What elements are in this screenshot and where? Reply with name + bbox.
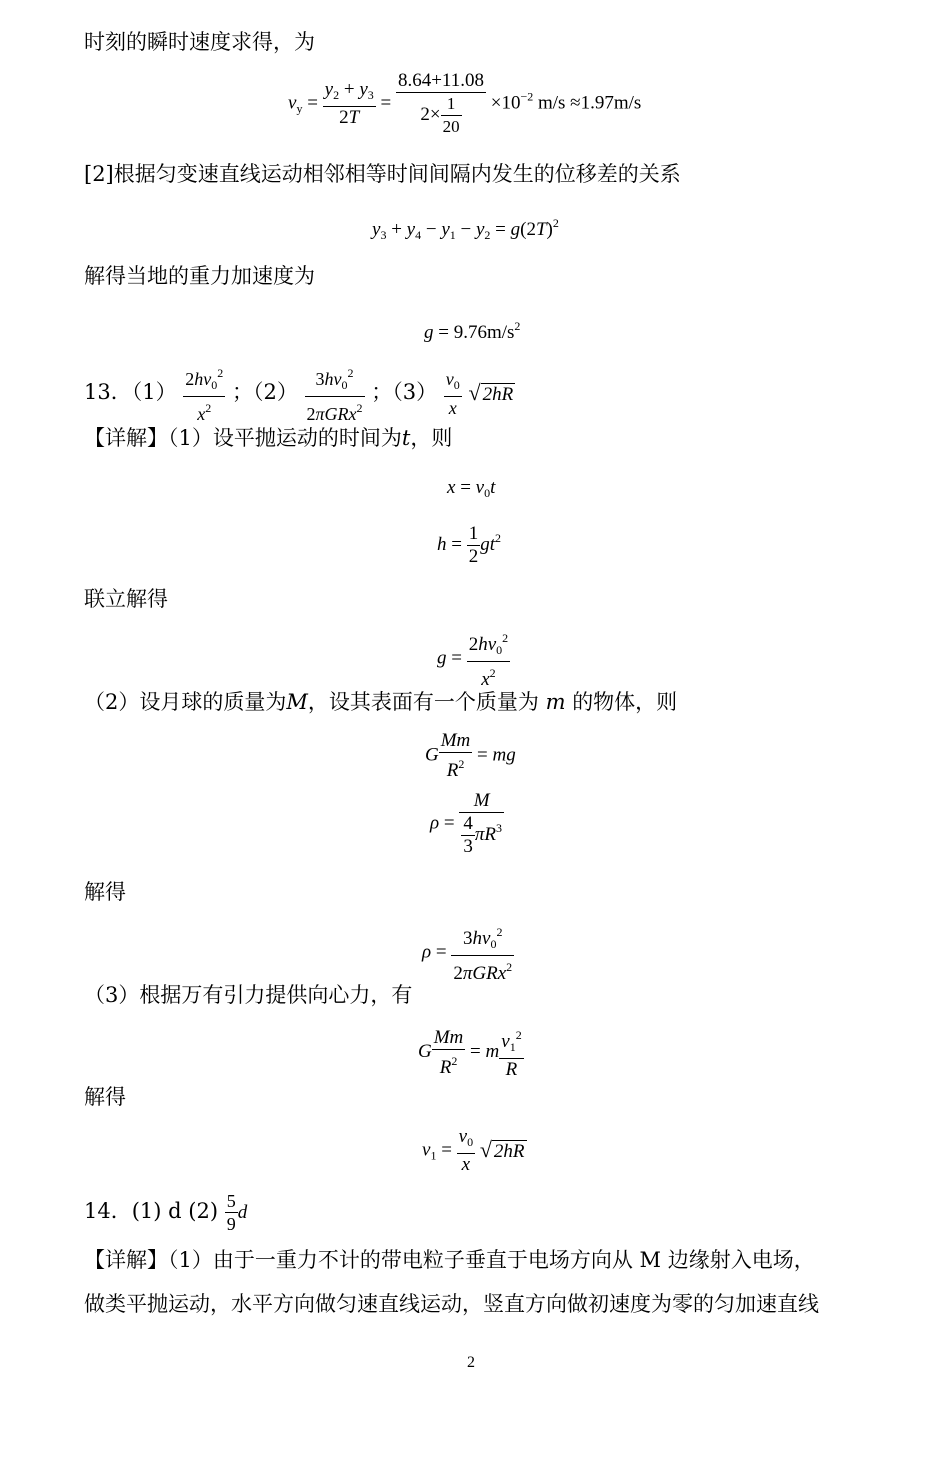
detail-14-line-1: 【详解】（1）由于一重力不计的带电粒子垂直于电场方向从 M 边缘射入电场， bbox=[84, 1248, 815, 1272]
detail-13-2: （2）设月球的质量为M，设其表面有一个质量为 m 的物体，则 bbox=[84, 690, 678, 714]
paragraph-text: 时刻的瞬时速度求得，为 bbox=[84, 30, 315, 54]
equation-density-definition: ρ = M $\frac{4}{3}$ $\pi R^3$ bbox=[430, 790, 502, 857]
page-number: 2 bbox=[467, 1354, 475, 1371]
equation-g-value: $g = 9.76m/s^2$ bbox=[424, 319, 521, 343]
equation-x: $x = v_0t$ bbox=[447, 477, 496, 500]
question-14-label: 14．(1) d (2) bbox=[84, 1199, 219, 1223]
paragraph-text: 解得 bbox=[84, 1085, 126, 1109]
equation-gravity-surface: G $\frac{Mm}{R^2}$ = mg bbox=[425, 730, 516, 781]
equation-h: h = $\frac{1}{2}$ $gt^2$ bbox=[437, 523, 501, 567]
equation-density-result: ρ = $\frac{3hv_0^2}{2\pi GRx^2}$ bbox=[422, 921, 514, 985]
question-14-answers: 14．(1) d (2) $\frac{5}{9}$ d bbox=[84, 1191, 248, 1234]
detail-13-1: 【详解】（1）设平抛运动的时间为t，则 bbox=[84, 426, 453, 450]
equation-g-expression: g = $\frac{2hv_0^2}{x^2}$ bbox=[437, 627, 510, 691]
detail-14-line-2: 做类平抛运动，水平方向做匀速直线运动，竖直方向做初速度为零的匀加速直线 bbox=[84, 1292, 819, 1316]
paragraph-text: 联立解得 bbox=[84, 587, 168, 611]
paragraph-text: 解得 bbox=[84, 880, 126, 904]
equation-difference: $y_3 + y_4 - y_1 - y_2 = g(2T)^2$ bbox=[372, 216, 559, 242]
equation-centripetal: G $\frac{Mm}{R^2}$ = m $\frac{v_1^2}{R}$ bbox=[418, 1024, 524, 1081]
question-13-answers: 13．（1） $\frac{2hv_0^2}{x^2}$ ；（2） $\frac{3hv_0^2}{2\pi GRx^2}$ ；（3） $\frac{v_0}{x}$ √ 2hR bbox=[84, 362, 515, 425]
question-13-label: 13．（1） bbox=[84, 380, 177, 404]
detail-13-3: （3）根据万有引力提供向心力，有 bbox=[84, 983, 413, 1007]
equation-vy: $v_y$ = $\frac{y_2 + y_3}{2T}$ = 8.64+11.08 2× $\frac{1}{20}$ $\times 10^{-2}$ m/s ≈1.97m/s bbox=[288, 70, 642, 136]
paragraph-text: 解得当地的重力加速度为 bbox=[84, 264, 315, 288]
equation-velocity-result: $v_1$ = $\frac{v_0}{x}$ √ 2hR bbox=[422, 1126, 525, 1175]
paragraph-text: [2]根据匀变速直线运动相邻相等时间间隔内发生的位移差的关系 bbox=[84, 162, 681, 186]
